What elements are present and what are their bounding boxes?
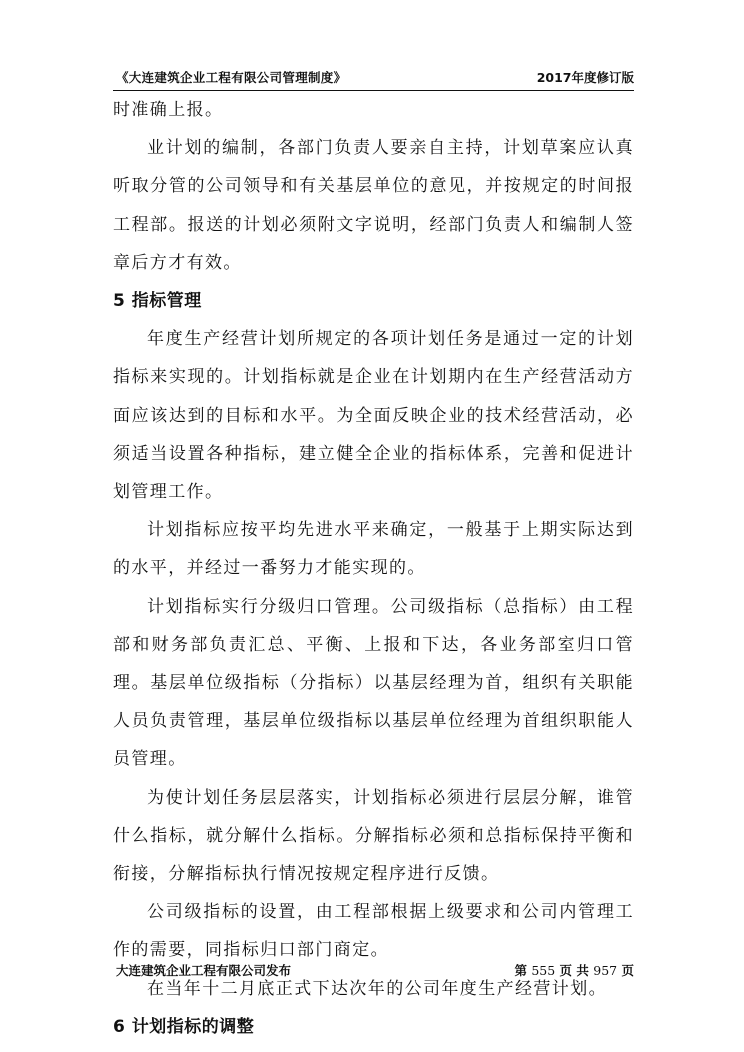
edition-label: 2017年度修订版 bbox=[536, 70, 634, 85]
paragraph: 业计划的编制，各部门负责人要亲自主持，计划草案应认真听取分管的公司领导和有关基层单位的意见，并按规定的时间报工程部。报送的计划必须附文字说明，经部门负责人和编制人签章后方才有效。 bbox=[113, 138, 634, 273]
section-heading-6: 6 计划指标的调整 bbox=[113, 1016, 255, 1037]
document-body bbox=[113, 91, 634, 1046]
page-number bbox=[514, 961, 634, 979]
section-heading-5: 5 指标管理 bbox=[113, 291, 202, 312]
paragraph: 计划指标应按平均先进水平来确定，一般基于上期实际达到的水平，并经过一番努力才能实现的。 bbox=[113, 520, 634, 579]
page-prefix: 第 bbox=[514, 963, 527, 978]
paragraph: 年度生产经营计划所规定的各项计划任务是通过一定的计划指标来实现的。计划指标就是企业在计划期内在生产经营活动方面应该达到的目标和水平。为全面反映企业的技术经营活动，必须适当设置各种指标，建立健全企业的指标体系，完善和促进计划管理工作。 bbox=[113, 329, 634, 503]
paragraph: 公司级指标的设置，由工程部根据上级要求和公司内管理工作的需要，同指标归口部门商定。 bbox=[113, 902, 634, 961]
document-title: 《大连建筑企业工程有限公司管理制度》 bbox=[116, 70, 347, 85]
page-suffix: 页 bbox=[621, 963, 634, 978]
paragraph: 计划指标实行分级归口管理。公司级指标（总指标）由工程部和财务部负责汇总、平衡、上报和下达，各业务部室归口管理。基层单位级指标（分指标）以基层经理为首，组织有关职能人员负责管理，基层单位级指标以基层单位经理为首组织职能人员管理。 bbox=[113, 596, 634, 770]
paragraph: 在当年十二月底正式下达次年的公司年度生产经营计划。 bbox=[147, 978, 607, 999]
page-mid: 页 共 bbox=[559, 963, 589, 978]
paragraph: 为使计划任务层层落实，计划指标必须进行层层分解，谁管什么指标，就分解什么指标。分解指标必须和总指标保持平衡和衔接，分解指标执行情况按规定程序进行反馈。 bbox=[113, 787, 634, 885]
paragraph-continued: 时准确上报。 bbox=[113, 100, 224, 120]
page-current: 555 bbox=[531, 963, 556, 978]
page-total: 957 bbox=[593, 963, 618, 978]
publisher-label: 大连建筑企业工程有限公司发布 bbox=[116, 963, 292, 978]
page-header bbox=[113, 66, 634, 91]
